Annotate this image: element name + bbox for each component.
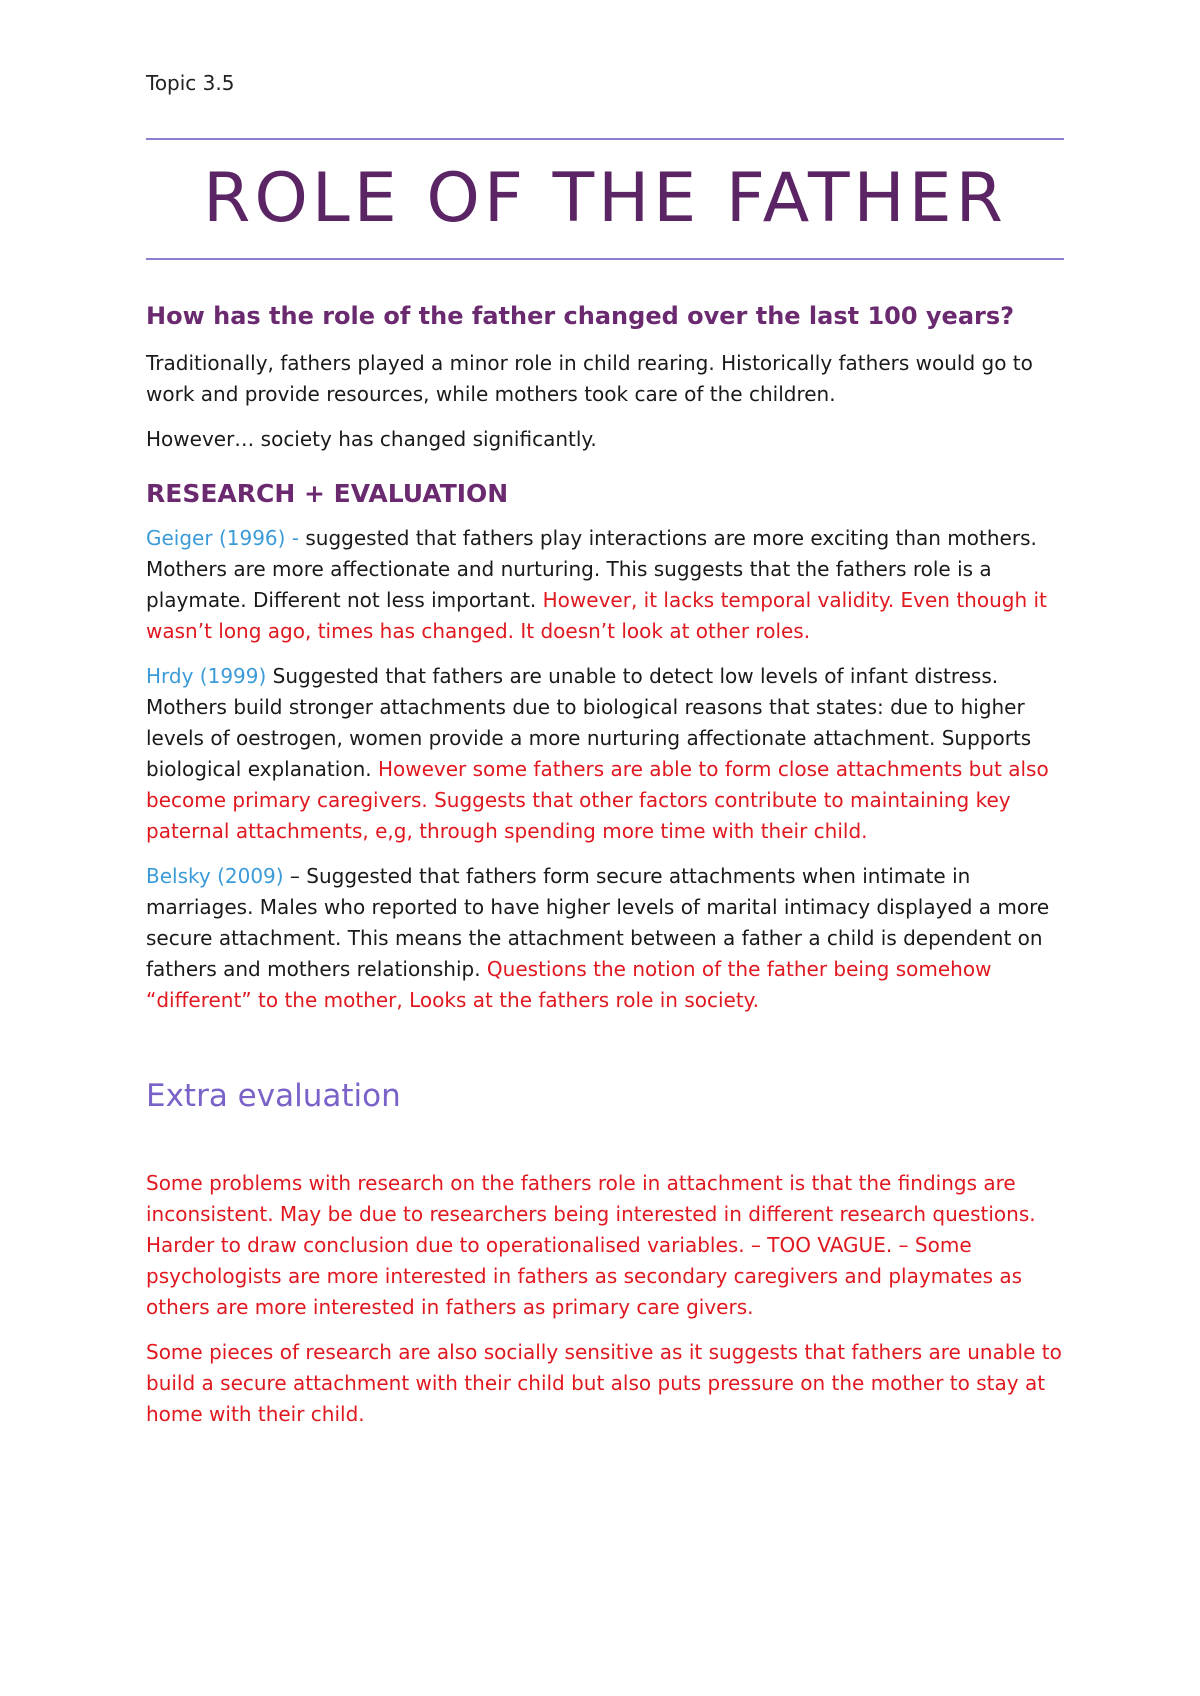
study-text: Suggested that fathers are unable to detect low levels of infant distress. Mothers build stronger attachments due to biological reasons that states: due to higher levels of oestrogen, women provide a more nurturing affectionate attachment. Supports biological explanation. — [146, 664, 1032, 781]
intro-paragraph: However… society has changed significantly. — [146, 427, 597, 451]
title-bottom-rule — [146, 258, 1064, 260]
study-citation: Hrdy (1999) — [146, 664, 267, 688]
study-evaluation: Questions the notion of the father being somehow “different” to the mother, Looks at the fathers role in society. — [146, 957, 992, 1012]
study-evaluation: However some fathers are able to form close attachments but also become primary caregivers. Suggests that other factors contribute to maintaining key paternal attachments, e,g, through spending more time with their child. — [146, 757, 1049, 843]
study-paragraph — [146, 523, 1064, 647]
study-text: suggested that fathers play interactions are more exciting than mothers. Mothers are more affectionate and nurturing. This suggests that the fathers role is a playmate. Different not less important. — [146, 526, 1037, 612]
study-text: – Suggested that fathers form secure attachments when intimate in marriages. Males who reported to have higher levels of marital intimacy displayed a more secure attachment. This means the attachment between a father a child is dependent on fathers and mothers relationship. — [146, 864, 1050, 981]
study-citation: Geiger (1996) - — [146, 526, 306, 550]
extra-evaluation-heading: Extra evaluation — [146, 1078, 401, 1114]
intro-paragraph: Traditionally, fathers played a minor role in child rearing. Historically fathers would go to work and provide resources, while mothers took care of the children. — [146, 351, 1033, 406]
extra-evaluation-paragraph: Some pieces of research are also socially sensitive as it suggests that fathers are unable to build a secure attachment with their child but also puts pressure on the mother to stay at home with their child. — [146, 1340, 1062, 1426]
question-heading: How has the role of the father changed over the last 100 years? — [146, 302, 1015, 330]
study-citation: Belsky (2009) — [146, 864, 284, 888]
research-heading: RESEARCH + EVALUATION — [146, 479, 509, 508]
study-evaluation: However, it lacks temporal validity. Even though it wasn’t long ago, times has changed. It doesn’t look at other roles. — [146, 588, 1047, 643]
topic-label: Topic 3.5 — [146, 71, 235, 95]
study-paragraph — [146, 661, 1064, 847]
page-content — [146, 70, 1064, 1444]
extra-evaluation-paragraph: Some problems with research on the fathers role in attachment is that the findings are inconsistent. May be due to researchers being interested in different research questions. Harder to draw conclusion due to operationalised variables. – TOO VAGUE. – Some psychologists are more interested in fathers as secondary caregivers and playmates as others are more interested in fathers as primary care givers. — [146, 1171, 1036, 1319]
page-title: ROLE OF THE FATHER — [203, 159, 1007, 238]
study-paragraph — [146, 861, 1064, 1016]
